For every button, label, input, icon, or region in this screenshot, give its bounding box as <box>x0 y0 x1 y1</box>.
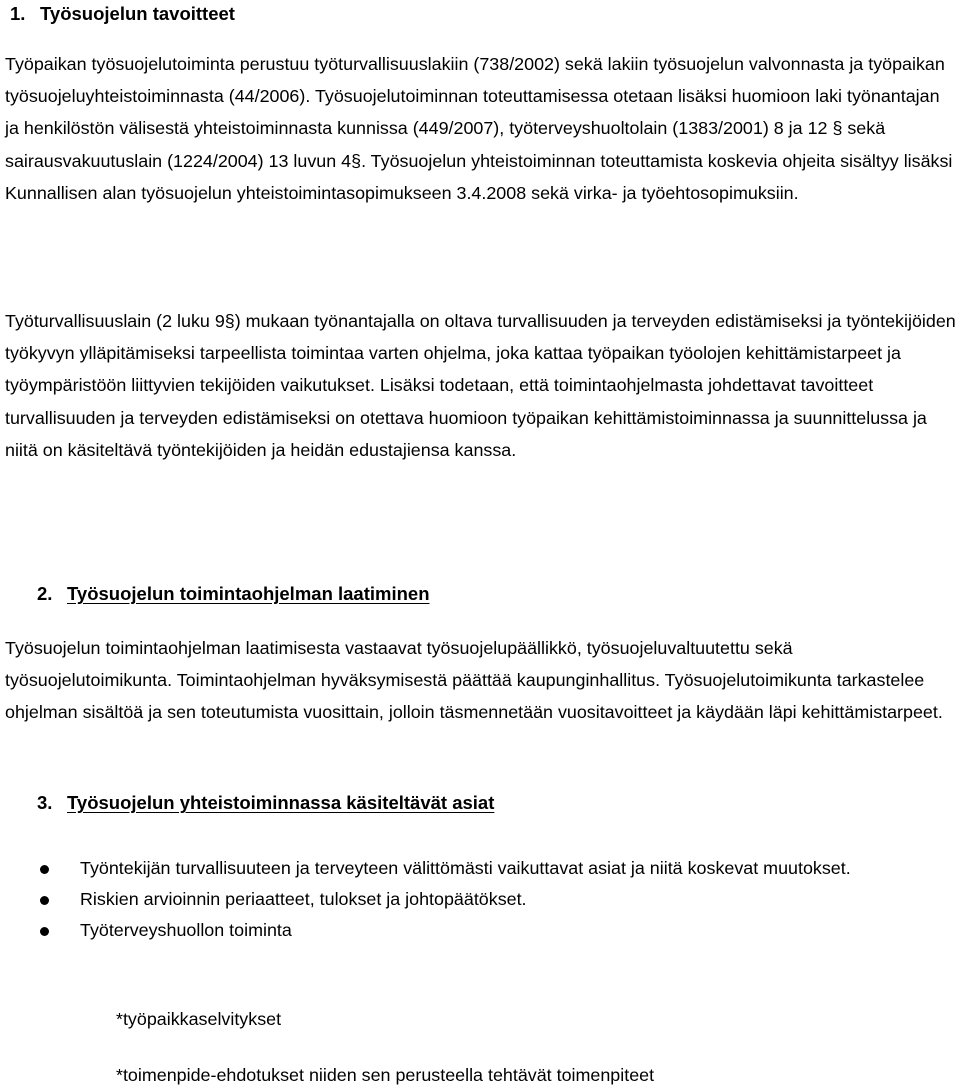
section-2-number: 2. <box>37 583 53 604</box>
list-item <box>0 853 940 884</box>
section-3-bullet-list <box>0 853 960 946</box>
bullet-icon <box>40 865 49 874</box>
list-item-text: Työterveyshuollon toiminta <box>80 920 292 940</box>
list-item-text: Riskien arvioinnin periaatteet, tulokset ja johtopäätökset. <box>80 889 527 909</box>
bullet-icon <box>40 896 49 905</box>
section-1-paragraph-1: Työpaikan työsuojelutoiminta perustuu työturvallisuuslakiin (738/2002) sekä lakiin työsuojelun valvonnasta ja työpaikan työsuojeluyhteistoiminnasta (44/2006). Työsuojelutoiminnan toteuttamisessa otetaan lisäksi huomioon laki työnantajan ja henkilöstön välisestä yhteistoiminnasta kunnissa (449/2007), työterveyshuoltolain (1383/2001) 8 ja 12 § sekä sairausvakuutuslain (1224/2004) 13 luvun 4§. Työsuojelun yhteistoiminnan toteuttamista koskevia ohjeita sisältyy lisäksi Kunnallisen alan työsuojelun yhteistoimintasopimukseen 3.4.2008 sekä virka- ja työehtosopimuksiin. <box>5 54 953 203</box>
list-item <box>0 915 940 946</box>
section-2-paragraph: Työsuojelun toimintaohjelman laatimisesta vastaavat työsuojelupäällikkö, työsuojeluvaltuutettu sekä työsuojelutoimikunta. Toimintaohjelman hyväksymisestä päättää kaupunginhallitus. Työsuojelutoimikunta tarkastelee ohjelman sisältöä ja sen toteutumista vuosittain, jolloin täsmennetään vuositavoitteet ja käydään läpi kehittämistarpeet. <box>5 638 943 723</box>
bullet-icon <box>40 927 49 936</box>
section-3-number: 3. <box>37 792 53 813</box>
section-1-paragraph-2: Työturvallisuuslain (2 luku 9§) mukaan työnantajalla on oltava turvallisuuden ja terveyden edistämiseksi ja työntekijöiden työkyvyn ylläpitämiseksi tarpeellista toimintaa varten ohjelma, joka kattaa työpaikan työolojen kehittämistarpeet ja työympäristöön liittyvien tekijöiden vaikutukset. Lisäksi todetaan, että toimintaohjelmasta johdettavat tavoitteet turvallisuuden ja terveyden edistämiseksi on otettava huomioon työpaikan kehittämistoiminnassa ja suunnittelussa ja niitä on käsiteltävä työntekijöiden ja heidän edustajiensa kanssa. <box>5 311 956 460</box>
section-1-heading <box>10 2 235 26</box>
section-2-heading <box>37 582 430 606</box>
section-1-title: Työsuojelun tavoitteet <box>40 3 235 24</box>
section-2-title: Työsuojelun toimintaohjelman laatiminen <box>67 583 430 604</box>
subitem-workplace-surveys: *työpaikkaselvitykset <box>116 1009 282 1029</box>
section-1-number: 1. <box>10 3 26 24</box>
list-item <box>0 884 940 915</box>
section-3-title: Työsuojelun yhteistoiminnassa käsiteltävät asiat <box>67 792 495 813</box>
section-3-heading <box>37 791 494 815</box>
list-item-text: Työntekijän turvallisuuteen ja terveyteen välittömästi vaikuttavat asiat ja niitä koskevat muutokset. <box>80 858 851 878</box>
subitem-action-proposals: *toimenpide-ehdotukset niiden sen perusteella tehtävät toimenpiteet <box>116 1065 655 1085</box>
